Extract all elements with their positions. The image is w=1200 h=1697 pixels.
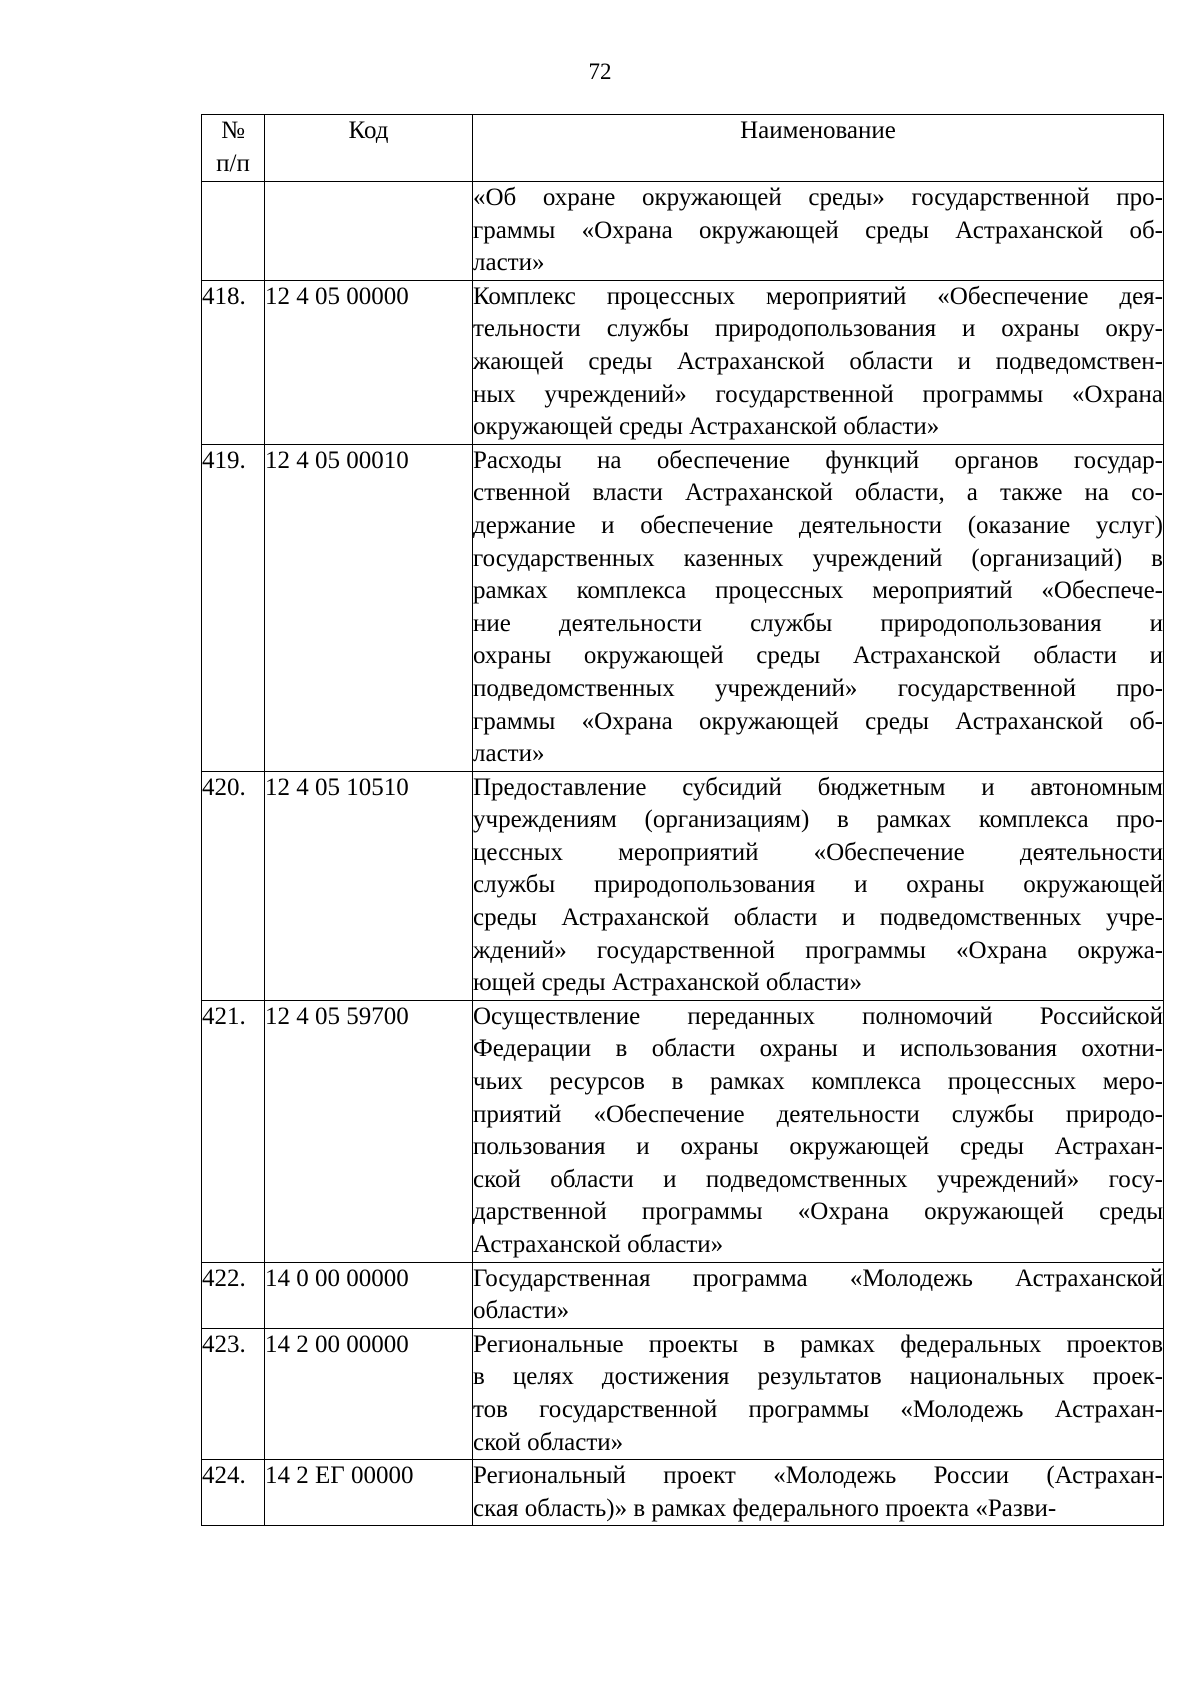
row-code: 14 2 ЕГ 00000 [265, 1460, 473, 1526]
row-name-line: тов государственной программы «Молодежь Астрахан- [473, 1395, 1163, 1423]
row-name-line: «Об охране окружающей среды» государственной про- [473, 184, 1163, 211]
row-name-line: Региональные проекты в рамках федеральных проектов [473, 1330, 1163, 1358]
header-number-pp: п/п [216, 149, 250, 177]
row-name-line: ской области и подведомственных учреждений» госу- [473, 1165, 1163, 1193]
row-name-line: Федерации в области охраны и использования охотни- [473, 1035, 1163, 1063]
row-name-line: цессных мероприятий «Обеспечение деятельности [473, 838, 1163, 866]
row-name-line: ных учреждений» государственной программы «Охрана [473, 380, 1163, 408]
table-row [202, 1460, 1164, 1526]
row-number: 421. [202, 1000, 265, 1262]
row-name-line: пользования и охраны окружающей среды Астрахан- [473, 1133, 1163, 1161]
row-name-line: чьих ресурсов в рамках комплекса процессных меро- [473, 1068, 1163, 1096]
header-code: Код [265, 115, 473, 182]
row-name [473, 280, 1164, 444]
classification-table [201, 114, 1164, 1526]
row-name-line: Астраханской области» [473, 1231, 724, 1258]
header-number-sign: № [221, 117, 245, 144]
table-row [202, 444, 1164, 771]
row-code: 12 4 05 00010 [265, 444, 473, 771]
row-name [473, 182, 1164, 281]
row-number: 420. [202, 771, 265, 1000]
row-name [473, 1328, 1164, 1459]
row-code [265, 182, 473, 281]
row-name-line: тельности службы природопользования и охраны окру- [473, 315, 1163, 343]
row-code: 14 2 00 00000 [265, 1328, 473, 1459]
row-name [473, 1460, 1164, 1526]
row-name-line: ласти» [473, 740, 545, 768]
row-name-line: ние деятельности службы природопользования и [473, 609, 1163, 637]
row-name-line: области» [473, 1297, 570, 1325]
row-name-line: Расходы на обеспечение функций органов государ- [473, 446, 1163, 474]
table-header [202, 115, 1164, 182]
row-name-line: ская область)» в рамках федерального проекта «Разви- [473, 1494, 1057, 1522]
row-name-line: граммы «Охрана окружающей среды Астраханской об- [473, 707, 1163, 735]
row-code: 12 4 05 00000 [265, 280, 473, 444]
row-number: 423. [202, 1328, 265, 1459]
row-name-line: ющей среды Астраханской области» [473, 969, 862, 997]
row-name-line: ственной власти Астраханской области, а также на со- [473, 479, 1163, 507]
table-row [202, 1000, 1164, 1262]
row-name [473, 1262, 1164, 1328]
row-number [202, 182, 265, 281]
row-name-line: Комплекс процессных мероприятий «Обеспечение дея- [473, 282, 1163, 310]
row-code: 12 4 05 59700 [265, 1000, 473, 1262]
row-name-line: приятий «Обеспечение деятельности службы природо- [473, 1100, 1163, 1128]
row-number: 419. [202, 444, 265, 771]
row-name-line: учреждениям (организациям) в рамках комплекса про- [473, 806, 1163, 834]
row-name [473, 771, 1164, 1000]
row-name-line: жающей среды Астраханской области и подведомствен- [473, 347, 1163, 375]
row-code: 12 4 05 10510 [265, 771, 473, 1000]
header-name: Наименование [473, 115, 1164, 182]
row-name-line: Осуществление переданных полномочий Российской [473, 1002, 1163, 1030]
row-name-line: в целях достижения результатов национальных проек- [473, 1363, 1163, 1391]
row-name-line: Государственная программа «Молодежь Астраханской [473, 1264, 1163, 1292]
row-name-line: среды Астраханской области и подведомственных учре- [473, 904, 1163, 932]
table-row [202, 280, 1164, 444]
row-number: 418. [202, 280, 265, 444]
row-name-line: держание и обеспечение деятельности (оказание услуг) [473, 511, 1163, 539]
row-name-line: окружающей среды Астраханской области» [473, 413, 940, 441]
row-name-line: службы природопользования и охраны окружающей [473, 871, 1163, 899]
header-row [202, 115, 1164, 182]
table-row [202, 1328, 1164, 1459]
row-name-line: дарственной программы «Охрана окружающей среды [473, 1198, 1163, 1226]
table-body [202, 182, 1164, 1526]
row-name-line: граммы «Охрана окружающей среды Астраханской об- [473, 216, 1163, 244]
row-name-line: ской области» [473, 1428, 624, 1456]
row-number: 422. [202, 1262, 265, 1328]
row-number: 424. [202, 1460, 265, 1526]
header-number [202, 115, 265, 182]
row-name-line: ласти» [473, 249, 545, 277]
row-name-line: рамках комплекса процессных мероприятий «Обеспече- [473, 577, 1163, 605]
row-name-line: Региональный проект «Молодежь России (Астрахан- [473, 1462, 1163, 1490]
row-name-line: государственных казенных учреждений (организаций) в [473, 544, 1163, 572]
page-number: 72 [588, 59, 612, 84]
row-name [473, 444, 1164, 771]
row-name-line: ждений» государственной программы «Охрана окружа- [473, 936, 1163, 964]
table-row [202, 1262, 1164, 1328]
row-name-line: охраны окружающей среды Астраханской области и [473, 642, 1163, 670]
row-name [473, 1000, 1164, 1262]
row-name-line: Предоставление субсидий бюджетным и автономным [473, 773, 1163, 801]
table-row [202, 182, 1164, 281]
row-name-line: подведомственных учреждений» государственной про- [473, 674, 1163, 702]
row-code: 14 0 00 00000 [265, 1262, 473, 1328]
table-row [202, 771, 1164, 1000]
